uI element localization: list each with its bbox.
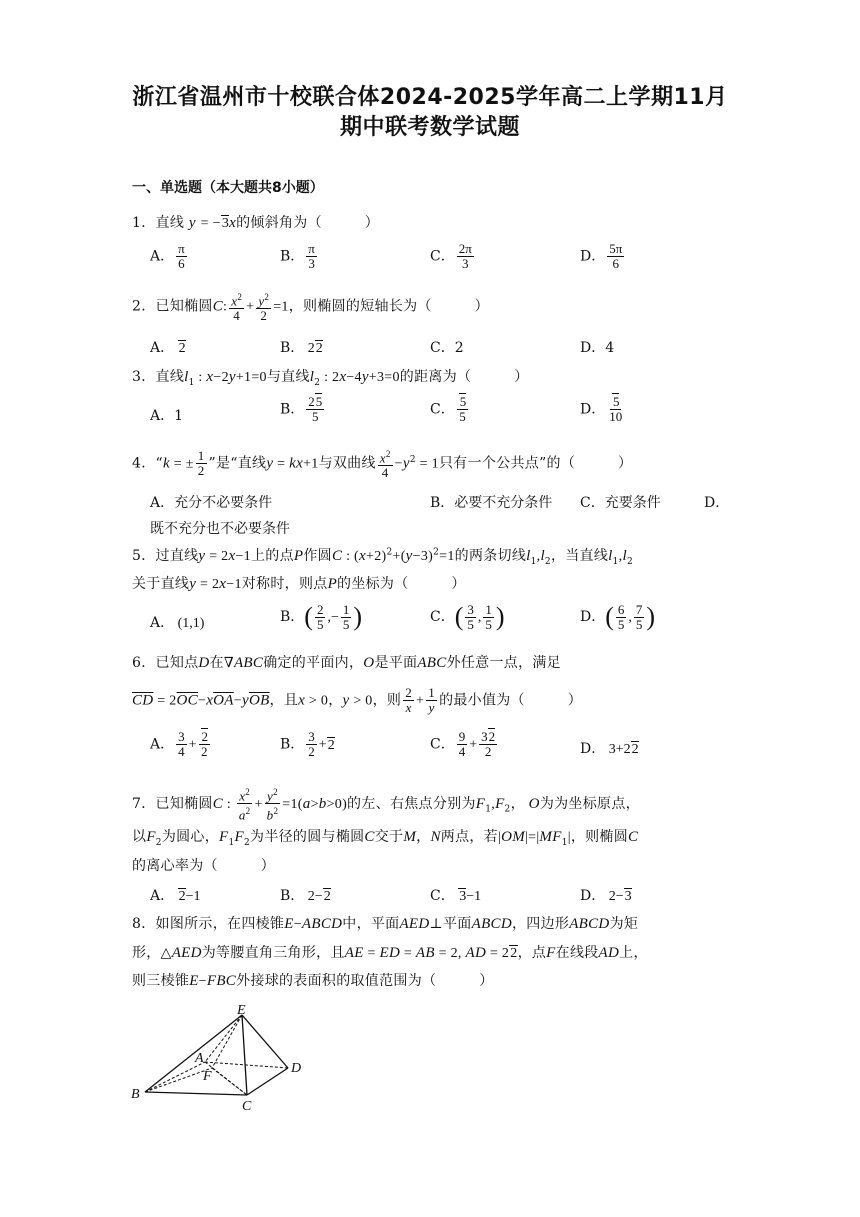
question-7-line-3: 的离心率为（ ） xyxy=(132,858,275,874)
q4-option-a[interactable]: A．充分不必要条件 xyxy=(150,495,273,511)
q3-option-b[interactable]: B． $\frac{25}{5}$ xyxy=(280,394,323,424)
question-7-line-2: 以$F_2$为圆心，$F_1F_2$为半径的圆与椭圆C交于M，N两点，若$|OM|=|MF_1|$，则椭圆C xyxy=(132,829,639,848)
q1-option-d[interactable]: D． $\frac{5\pi}{6}$ xyxy=(580,241,623,271)
question-5: 5．过直线y = 2x−1上的点P作圆C : $(x+2)^2+(y-3)^2=1$的两条切线$l_1,l_2$，当直线$l_1,l_2$ xyxy=(132,547,633,567)
label-d: D xyxy=(291,1061,302,1076)
label-b: B xyxy=(131,1087,140,1102)
q3-option-d[interactable]: D． $\frac{5}{10}$ xyxy=(580,394,623,424)
label-c: C xyxy=(242,1099,252,1114)
question-8-line-3: 则三棱锥E−FBC外接球的表面积的取值范围为（ ） xyxy=(132,973,494,989)
label-f: F xyxy=(203,1069,212,1084)
q2-option-d[interactable]: D．4 xyxy=(580,340,615,356)
q7-option-d[interactable]: D． 2−3 xyxy=(580,888,632,904)
question-6-line-2: $\overline{CD} = 2\overline{OC}-x\overline{OA}-y\overline{OB}$，且x > 0，y > 0，则 $\frac{2}{x}$ + $\frac{1}{y}$ 的最小值为（ ） xyxy=(132,685,583,715)
q2-option-c[interactable]: C．2 xyxy=(430,340,464,356)
q1-option-a[interactable]: A． $\frac{\pi}{6}$ xyxy=(150,241,185,271)
question-3: 3．直线$l_1$ : x−2y+1=0与直线$l_2$ : 2x−4y+3=0的距离为（ ） xyxy=(132,369,529,388)
q5-option-b[interactable]: B．( $\frac{2}{5}$ ,− $\frac{1}{5}$ ) xyxy=(280,601,363,632)
q6-option-d[interactable]: D． 3+22 xyxy=(580,741,639,757)
q7-option-a[interactable]: A． 2−1 xyxy=(150,888,201,904)
question-7: 7．已知椭圆C : $\frac{x^2}{a^2}$ + $\frac{y^2}{b^2}$ =1(a>b>0)的左、右焦点分别为$F_1,F_2$， O为为坐标原点， xyxy=(132,787,640,823)
question-1: 1．直线 y = −3x的倾斜角为（ ） xyxy=(132,215,380,231)
q6-option-a[interactable]: A． $\frac{3}{4}$ + $\frac{2}{2}$ xyxy=(150,729,209,759)
q7-option-c[interactable]: C． 3−1 xyxy=(430,888,482,904)
title-line-1: 浙江省温州市十校联合体2024-2025学年高二上学期11月 xyxy=(132,85,728,110)
q5-option-c[interactable]: C．( $\frac{3}{5}$ , $\frac{1}{5}$ ) xyxy=(430,601,505,632)
question-6: 6．已知点D在∇ABC确定的平面内，O是平面ABC外任意一点，满足 xyxy=(132,655,561,671)
title-line-2: 期中联考数学试题 xyxy=(339,115,520,140)
section-heading: 一、单选题（本大题共8小题） xyxy=(132,180,324,196)
q5-option-d[interactable]: D．( $\frac{6}{5}$ , $\frac{7}{5}$ ) xyxy=(580,601,656,632)
q3-option-a[interactable]: A．1 xyxy=(150,408,184,424)
q4-option-c[interactable]: C．充要条件 xyxy=(580,495,661,511)
q4-option-d[interactable]: D． xyxy=(704,495,730,511)
question-2: 2．已知椭圆C: $\frac{x^2}{4}$ + $\frac{y^2}{2}$ =1，则椭圆的短轴长为（ ） xyxy=(132,292,489,324)
q5-option-a[interactable]: A． (1,1) xyxy=(150,615,205,631)
q2-option-b[interactable]: B． 22 xyxy=(280,340,323,356)
q4-option-b[interactable]: B．必要不充分条件 xyxy=(430,495,553,511)
q7-option-b[interactable]: B． 2−2 xyxy=(280,888,331,904)
question-8: 8．如图所示，在四棱锥E−ABCD中，平面AED⊥平面ABCD，四边形ABCD为矩 xyxy=(132,916,639,932)
q1-option-c[interactable]: C． $\frac{2\pi}{3}$ xyxy=(430,241,472,271)
question-8-line-2: 形，△AED为等腰直角三角形，且AE = ED = AB = 2, AD = 22，点F在线段AD上， xyxy=(132,945,648,961)
label-e: E xyxy=(237,1003,246,1018)
label-a: A xyxy=(195,1051,204,1066)
q6-option-c[interactable]: C． $\frac{9}{4}$ + $\frac{32}{2}$ xyxy=(430,729,496,759)
pyramid-figure xyxy=(125,1003,325,1114)
q3-option-c[interactable]: C． $\frac{5}{5}$ xyxy=(430,394,467,424)
q1-option-b[interactable]: B． $\frac{\pi}{3}$ xyxy=(280,241,315,271)
q4-option-d-text: 既不充分也不必要条件 xyxy=(150,521,290,537)
question-4: 4．“k = ± $\frac{1}{2}$ ”是“直线y = kx+1与双曲线 $\frac{x^2}{4}$ $-y^2 = 1$只有一个公共点”的（ ） xyxy=(132,448,633,481)
question-5-line-2: 关于直线y = 2x−1对称时，则点P的坐标为（ ） xyxy=(132,576,466,592)
q2-option-a[interactable]: A． 2 xyxy=(150,340,186,356)
q6-option-b[interactable]: B． $\frac{3}{2}$ +2 xyxy=(280,729,335,759)
